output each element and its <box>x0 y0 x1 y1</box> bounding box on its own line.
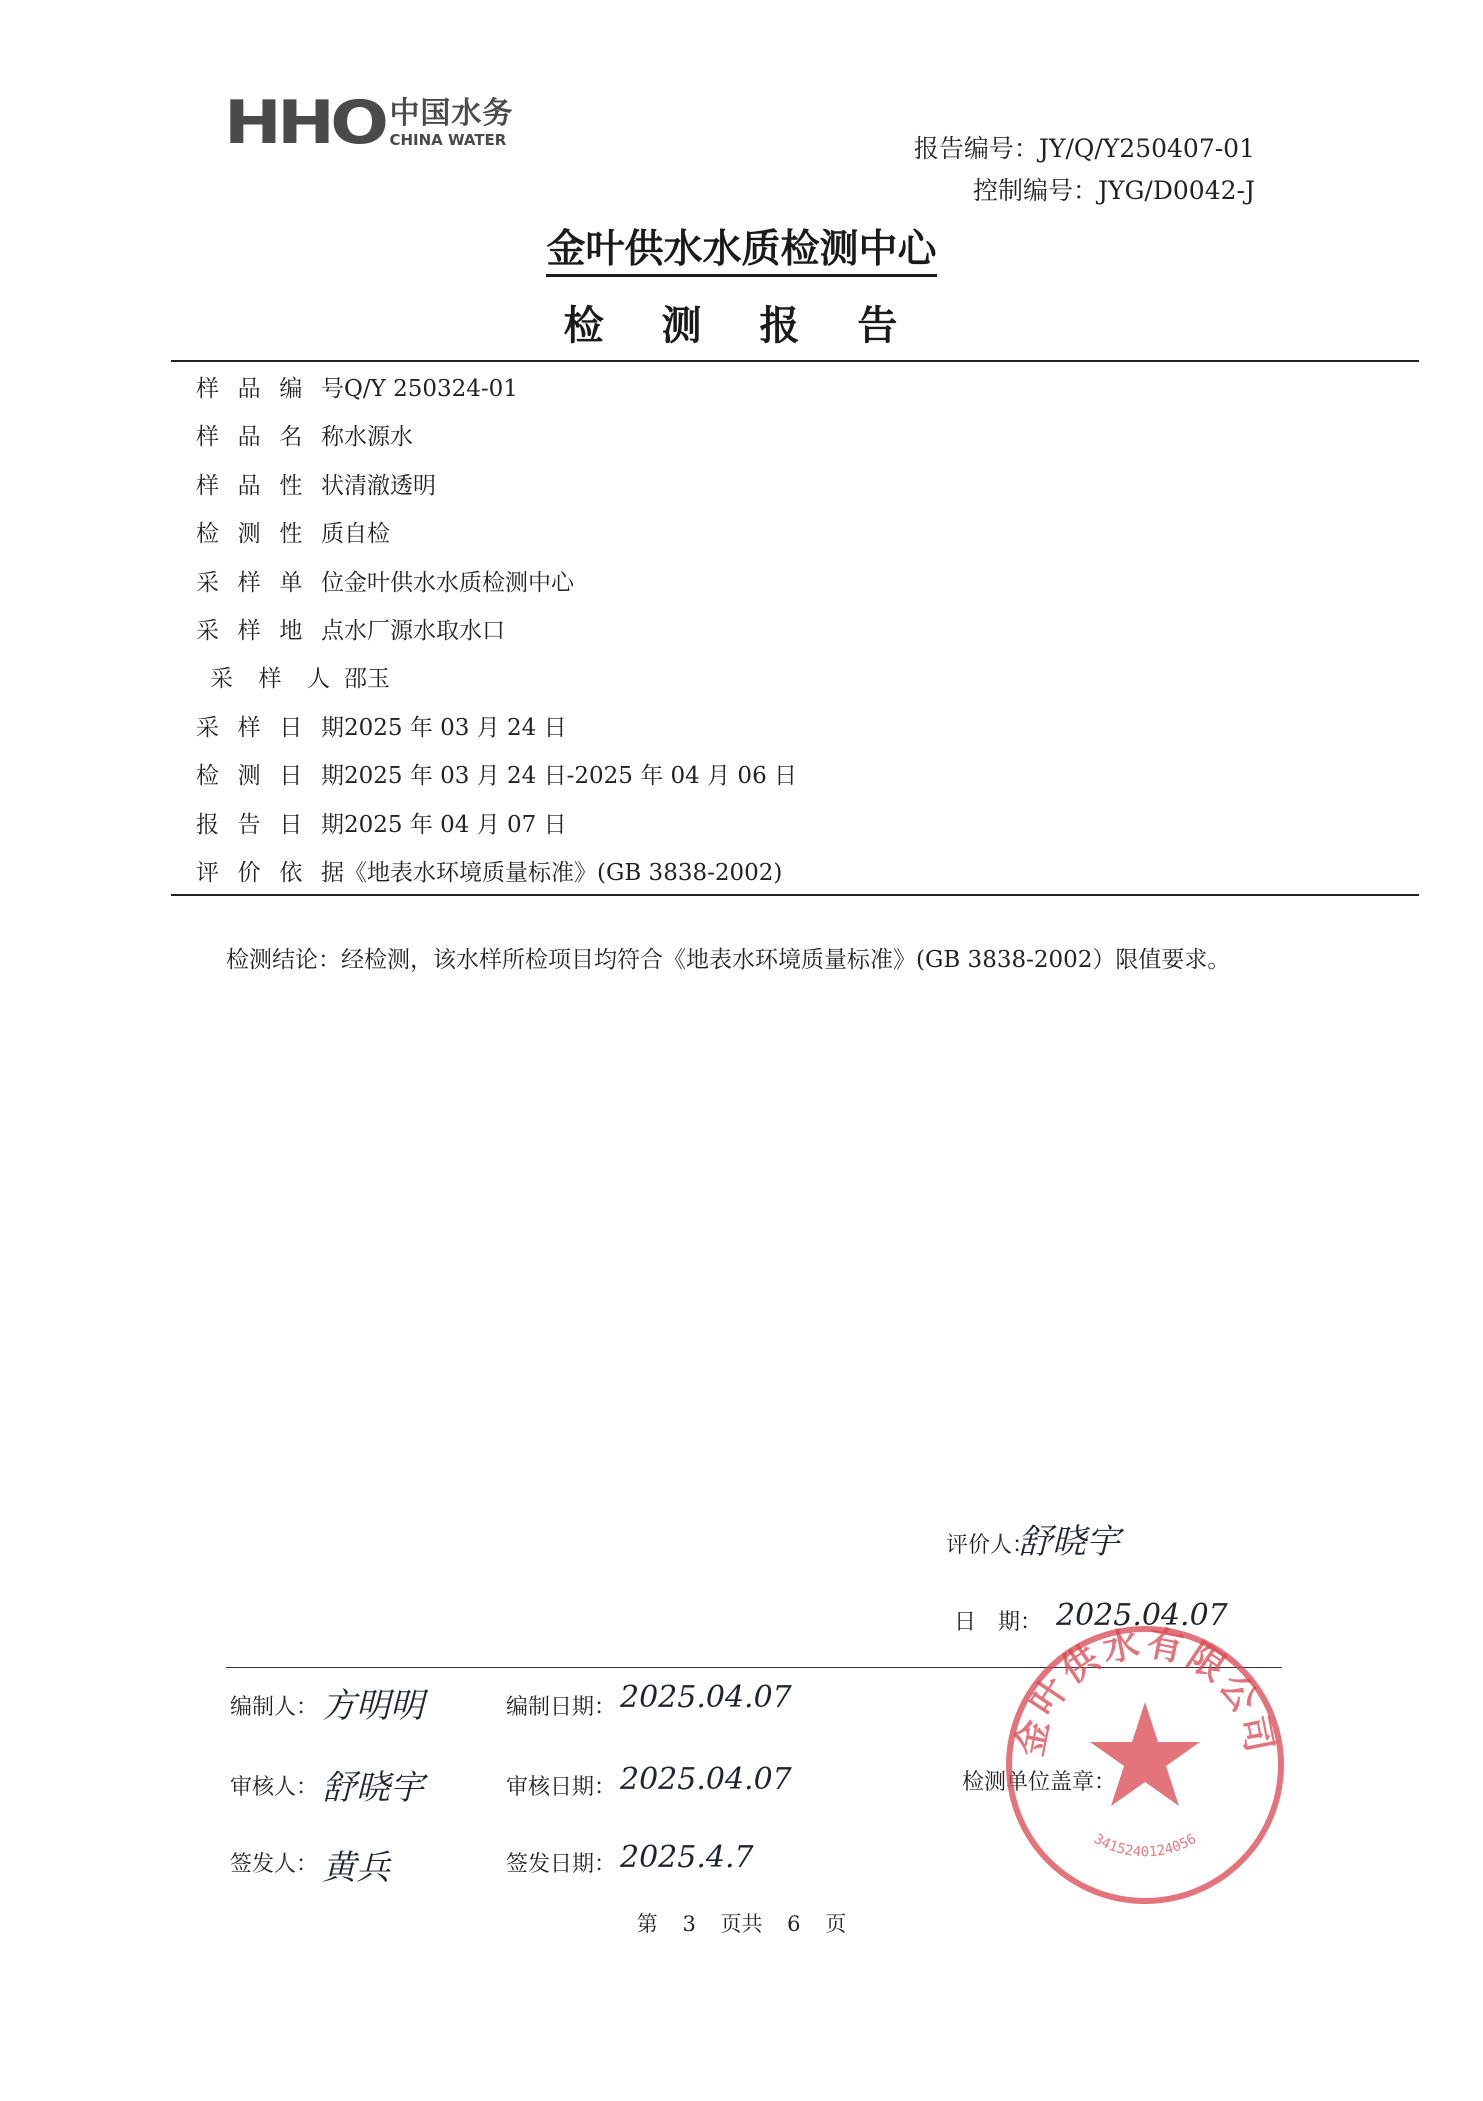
info-value: 清澈透明 <box>344 472 436 499</box>
info-label: 评价依据 <box>196 859 344 886</box>
info-value: 自检 <box>344 521 390 548</box>
info-row <box>196 413 797 461</box>
company-logo <box>224 88 513 158</box>
info-label: 采样日期 <box>196 714 344 741</box>
evaluator-label: 评价人： <box>946 1533 1035 1558</box>
sample-info-table <box>196 365 797 897</box>
info-label: 采样人 <box>210 666 330 693</box>
issued-date: 2025.4.7 <box>620 1840 754 1875</box>
seal-number: 3415240124056 <box>1090 1831 1200 1861</box>
report-references <box>914 128 1255 212</box>
issued-by-signature: 黄兵 <box>322 1848 390 1888</box>
reviewed-by-label: 审核人： <box>230 1775 319 1800</box>
reviewed-by-signature: 舒晓宇 <box>322 1768 424 1808</box>
logo-english-name: CHINA WATER <box>389 130 507 149</box>
info-value: 2025 年 03 月 24 日-2025 年 04 月 06 日 <box>344 763 798 790</box>
info-row <box>196 704 797 752</box>
test-conclusion: 检测结论：经检测，该水样所检项目均符合《地表水环境质量标准》(GB 3838-2002）限值要求。 <box>226 947 1231 973</box>
info-value: Q/Y 250324-01 <box>344 376 518 402</box>
prepared-by-label: 编制人： <box>230 1695 319 1720</box>
info-row <box>196 462 797 510</box>
reviewed-date-label: 审核日期： <box>506 1775 617 1800</box>
info-value: 金叶供水水质检测中心 <box>344 569 574 596</box>
info-row <box>196 801 797 849</box>
seal-name: 金叶供水有限公司 <box>1009 1622 1281 1760</box>
info-label: 采样地点 <box>196 617 344 644</box>
prepared-date: 2025.04.07 <box>620 1680 792 1715</box>
info-label: 检测性质 <box>196 521 344 548</box>
organization-title <box>0 218 1483 274</box>
info-label: 报告日期 <box>196 811 344 838</box>
info-value: 邵玉 <box>344 666 390 693</box>
document-title: 检 测 报 告 <box>563 303 920 349</box>
control-number: 控制编号：JYG/D0042-J <box>972 176 1255 205</box>
evaluation-date: 2025.04.07 <box>1056 1598 1228 1633</box>
company-seal <box>990 1610 1300 1920</box>
info-row <box>196 752 797 800</box>
seal-star-icon <box>1090 1702 1200 1806</box>
info-value: 《地表水环境质量标准》(GB 3838-2002) <box>344 859 783 886</box>
evaluation-date-label: 日 期： <box>954 1610 1043 1635</box>
info-label: 样品名称 <box>196 424 344 451</box>
prepared-by-signature: 方明明 <box>322 1686 424 1726</box>
info-row <box>196 559 797 607</box>
info-row <box>196 849 797 897</box>
evaluator-signature: 舒晓宇 <box>1018 1522 1120 1562</box>
reviewed-date: 2025.04.07 <box>620 1762 792 1797</box>
info-row <box>196 365 797 413</box>
issued-date-label: 签发日期： <box>506 1852 617 1877</box>
info-row <box>196 607 797 655</box>
info-row <box>196 655 797 703</box>
top-divider <box>171 360 1419 362</box>
info-value: 水源水 <box>344 424 413 451</box>
logo-mark: HHO <box>224 88 385 158</box>
info-value: 2025 年 03 月 24 日 <box>344 714 567 741</box>
info-label: 检测日期 <box>196 763 344 790</box>
bottom-divider <box>171 894 1419 896</box>
info-label: 样品编号 <box>196 376 344 402</box>
info-row <box>196 510 797 558</box>
info-label: 样品性状 <box>196 472 344 499</box>
info-value: 2025 年 04 月 07 日 <box>344 811 567 838</box>
seal-label: 检测单位盖章： <box>962 1770 1117 1795</box>
organization-title-text: 金叶供水水质检测中心 <box>546 227 936 277</box>
prepared-date-label: 编制日期： <box>506 1695 617 1720</box>
page-footer: 第 3 页共 6 页 <box>636 1912 847 1936</box>
issued-by-label: 签发人： <box>230 1852 319 1877</box>
info-label: 采样单位 <box>196 569 344 596</box>
info-value: 水厂源水取水口 <box>344 617 505 644</box>
report-number: 报告编号：JY/Q/Y250407-01 <box>913 134 1255 163</box>
logo-chinese-name: 中国水务 <box>389 95 514 131</box>
